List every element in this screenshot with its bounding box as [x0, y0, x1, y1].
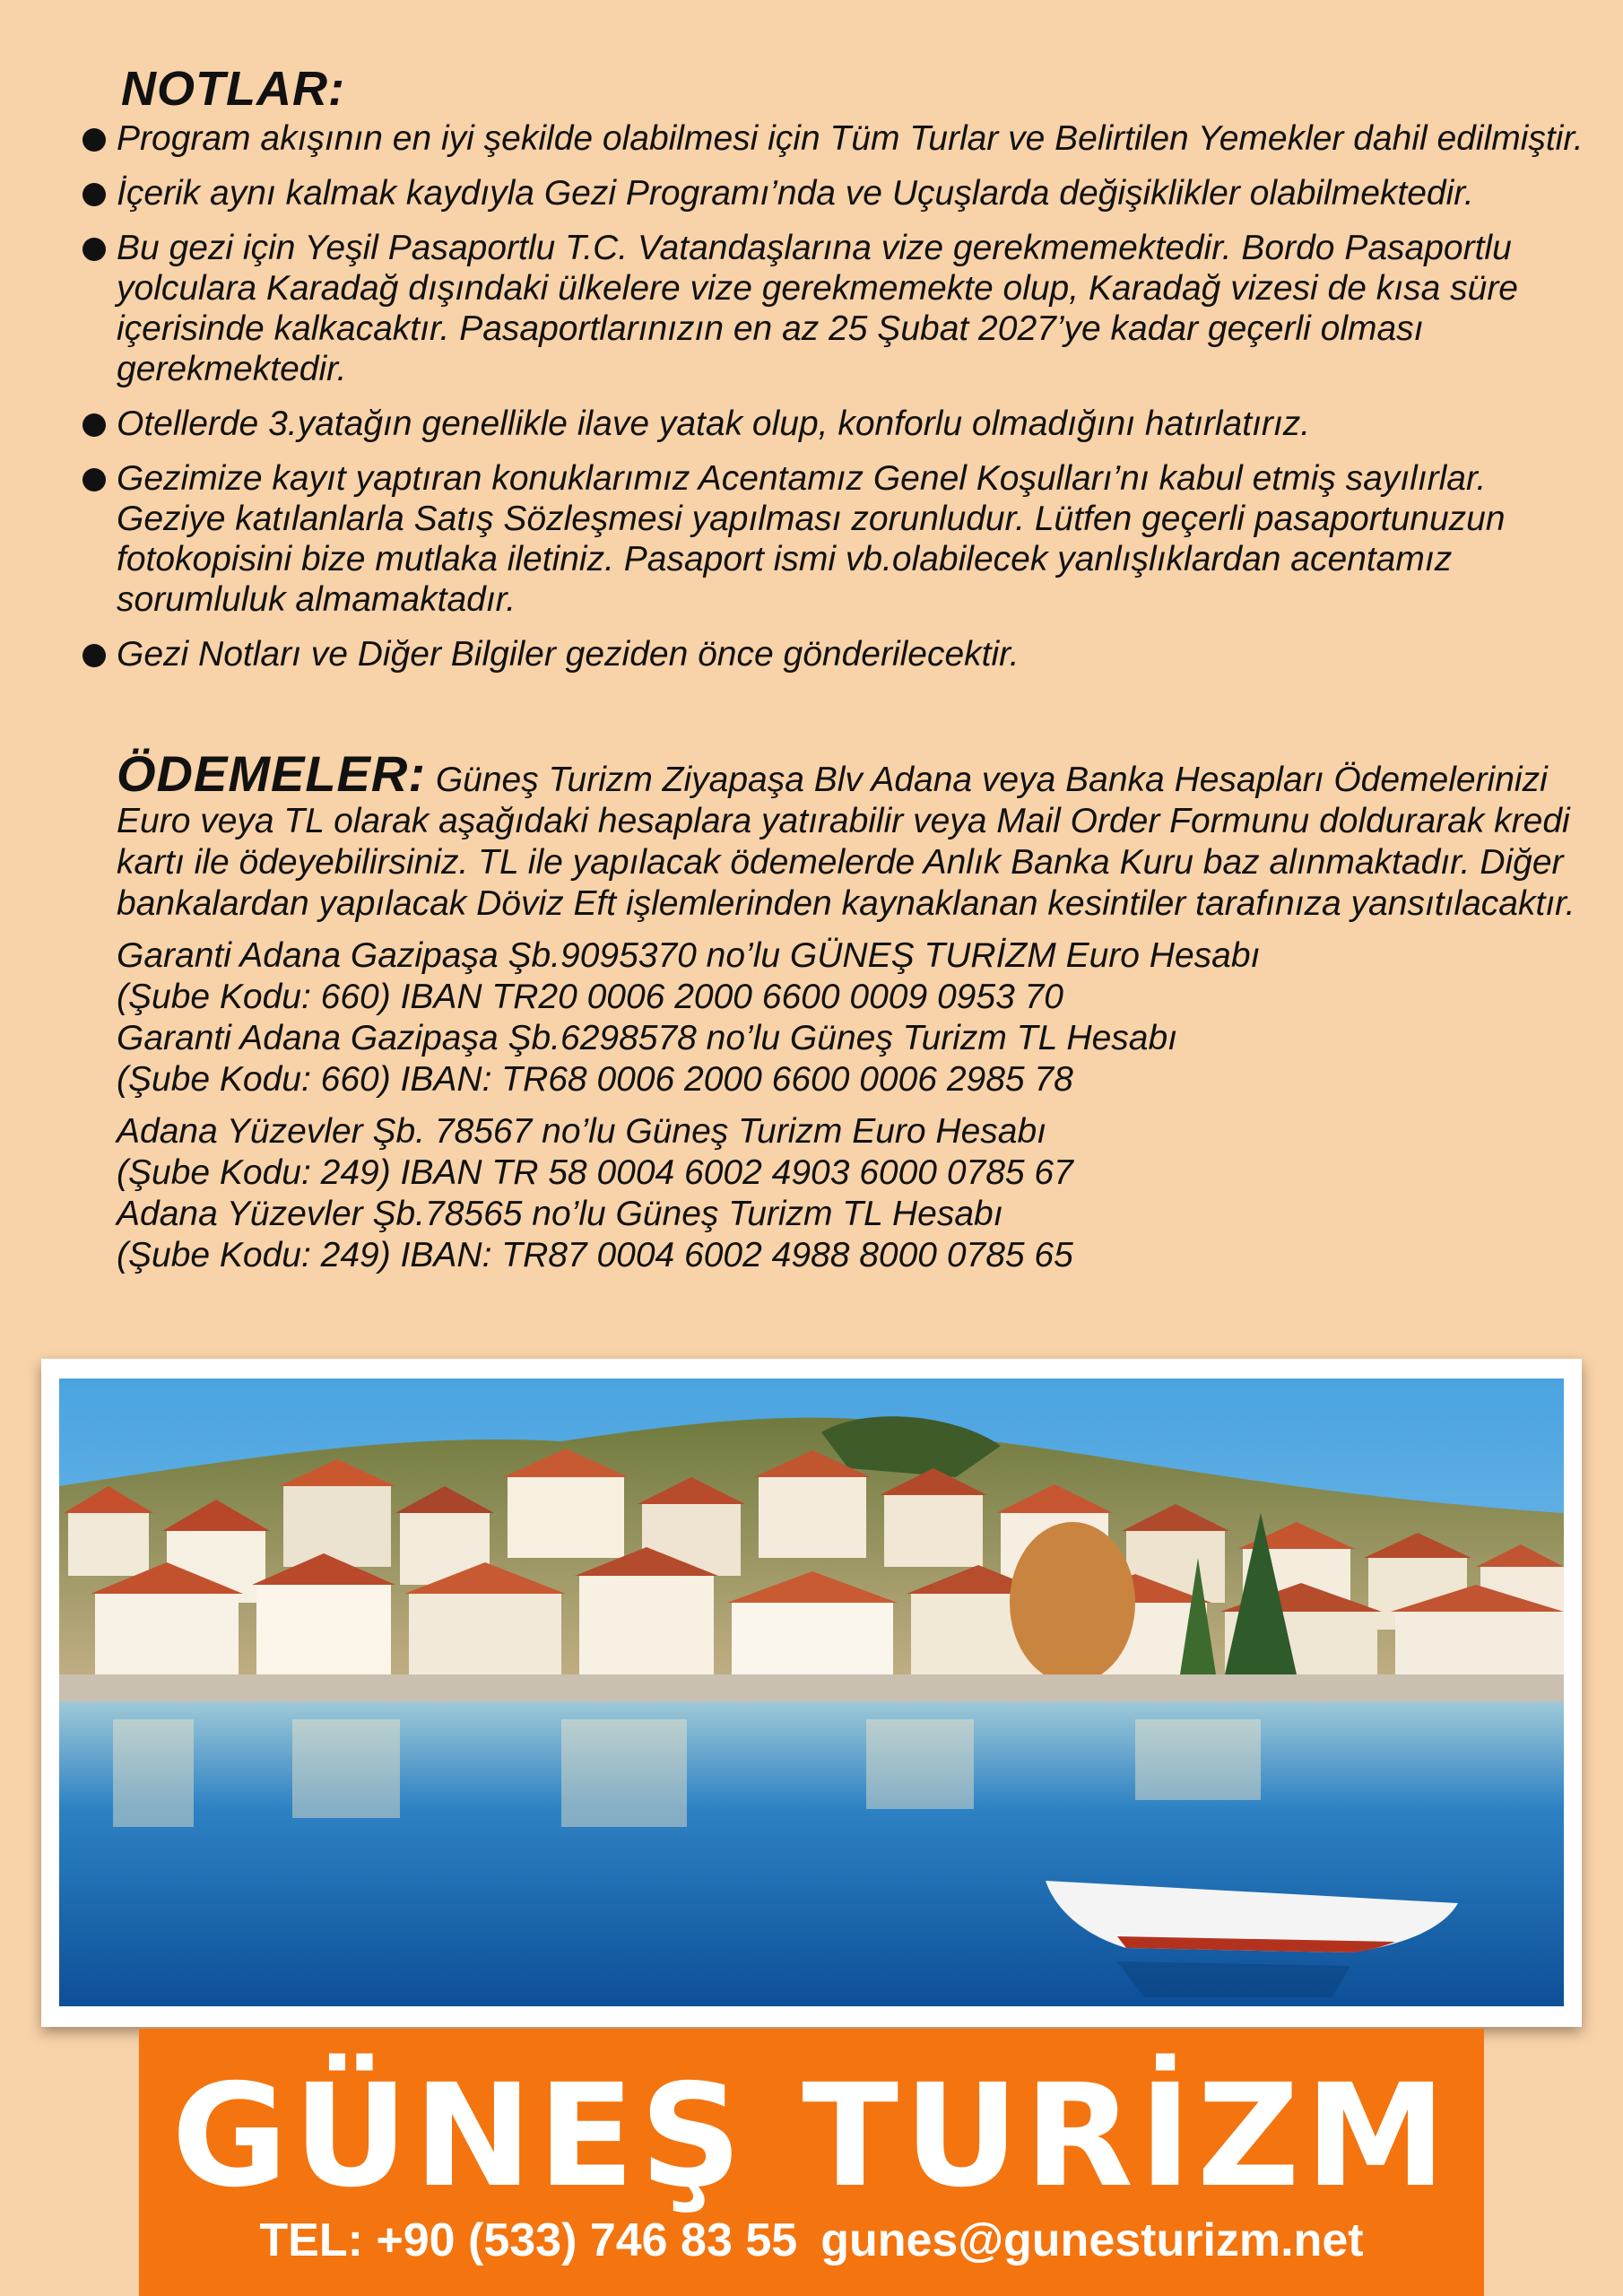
- note-text: Gezimize kayıt yaptıran konuklarımız Acentamız Genel Koşulları’nı kabul etmiş sayılırlar. Geziye katılanlarla Satış Sözleşmesi yapılması zorunludur. Lütfen geçerli pasaportunuzun fotokopisini bize mutlaka iletiniz. Pasaport ismi vb.olabilecek yanlışlıklardan acentamız sorumluluk almamaktadır.: [117, 459, 1506, 619]
- note-item: [79, 458, 1603, 620]
- phone-number[interactable]: TEL: +90 (533) 746 83 55: [259, 2214, 798, 2266]
- photo-frame: [41, 1359, 1582, 2027]
- notes-title: NOTLAR:: [121, 62, 345, 116]
- brand-banner: [139, 2029, 1484, 2296]
- bullet-icon: [82, 183, 106, 206]
- brand-contact: [139, 2213, 1484, 2267]
- email-link[interactable]: gunes@gunesturizm.net: [820, 2214, 1364, 2266]
- payments-intro-block: [117, 745, 1605, 925]
- bullet-icon: [82, 644, 106, 667]
- account-line: (Şube Kodu: 249) IBAN TR 58 0004 6002 4903 6000 0785 67: [117, 1153, 1073, 1192]
- note-text: Bu gezi için Yeşil Pasaportlu T.C. Vatandaşlarına vize gerekmemektedir. Bordo Pasaportlu yolculara Karadağ dışındaki ülkelere vize gerekmemekte olup, Karadağ vizesi de kısa süre içerisinde kalkacaktır. Pasaportlarınızın en az 25 Şubat 2027’ye kadar geçerli olması gerekmektedir.: [117, 229, 1518, 388]
- note-item: [79, 118, 1603, 159]
- note-item: [79, 173, 1603, 213]
- note-text: Otellerde 3.yatağın genellikle ilave yatak olup, konforlu olmadığını hatırlatırız.: [117, 404, 1311, 443]
- account-line: (Şube Kodu: 249) IBAN: TR87 0004 6002 4988 8000 0785 65: [117, 1236, 1073, 1274]
- note-item: [79, 634, 1603, 674]
- note-text: İçerik aynı kalmak kaydıyla Gezi Programı’nda ve Uçuşlarda değişiklikler olabilmektedir.: [117, 174, 1474, 213]
- bullet-icon: [82, 128, 106, 152]
- payments-intro: Güneş Turizm Ziyapaşa Blv Adana veya Banka Hesapları Ödemelerinizi Euro veya TL olarak aşağıdaki hesaplara yatırabilir veya Mail Order Formunu doldurarak kredi kartı ile ödeyebilirsiniz. TL ile yapılacak ödemelerde Anlık Banka Kuru baz alınmaktadır. Diğer bankalardan yapılacak Döviz Eft işlemlerinden kaynaklanan kesintiler tarafınıza yansıtılacaktır.: [117, 761, 1575, 923]
- account-line: Garanti Adana Gazipaşa Şb.9095370 no’lu GÜNEŞ TURİZM Euro Hesabı: [117, 936, 1261, 975]
- bullet-icon: [82, 413, 106, 437]
- account-line: (Şube Kodu: 660) IBAN TR20 0006 2000 6600 0009 0953 70: [117, 978, 1063, 1016]
- note-item: [79, 228, 1603, 389]
- payments-section: [117, 745, 1605, 1276]
- bullet-icon: [82, 468, 106, 491]
- account-line: Adana Yüzevler Şb. 78567 no’lu Güneş Turizm Euro Hesabı: [117, 1112, 1046, 1151]
- garanti-accounts: [117, 935, 1605, 1100]
- bullet-icon: [82, 238, 106, 261]
- payments-heading: ÖDEMELER:: [117, 745, 426, 802]
- note-item: [79, 404, 1603, 444]
- account-line: Garanti Adana Gazipaşa Şb.6298578 no’lu Güneş Turizm TL Hesabı: [117, 1019, 1177, 1057]
- notes-list: [79, 118, 1603, 689]
- brand-name: GÜNEŞ TURİZM: [171, 2054, 1452, 2219]
- account-line: (Şube Kodu: 660) IBAN: TR68 0006 2000 6600 0006 2985 78: [117, 1060, 1073, 1099]
- account-line: Adana Yüzevler Şb.78565 no’lu Güneş Turizm TL Hesabı: [117, 1195, 1003, 1233]
- yuzevler-accounts: [117, 1111, 1605, 1276]
- lake-town-illustration: [59, 1378, 1564, 2006]
- note-text: Program akışının en iyi şekilde olabilmesi için Tüm Turlar ve Belirtilen Yemekler dahil edilmiştir.: [117, 119, 1584, 158]
- lake-town-photo: [59, 1378, 1564, 2006]
- note-text: Gezi Notları ve Diğer Bilgiler geziden önce gönderilecektir.: [117, 635, 1020, 674]
